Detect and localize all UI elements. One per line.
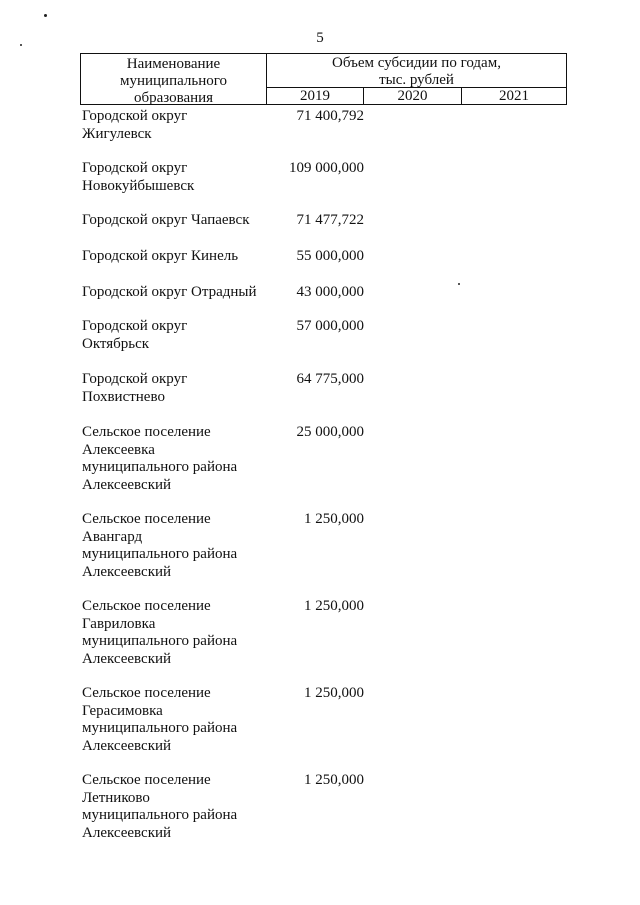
header-name-column: Наименование муниципального образования xyxy=(81,54,267,104)
scan-speck xyxy=(20,44,22,46)
subsidy-2019-value: 57 000,000 xyxy=(296,318,364,334)
municipality-name: Сельское поселение Гавриловка муниципального района Алексеевский xyxy=(82,598,238,667)
subsidy-2019-value: 25 000,000 xyxy=(296,424,364,440)
municipality-name: Городской округ Новокуйбышевск xyxy=(82,160,195,194)
subsidy-2019-value: 109 000,000 xyxy=(289,160,364,176)
scan-speck xyxy=(458,283,460,285)
municipality-name: Городской округ Отрадный xyxy=(82,284,257,300)
subsidy-2019-value: 1 250,000 xyxy=(304,685,364,701)
subsidy-2019-value: 1 250,000 xyxy=(304,511,364,527)
subsidy-2019-value: 55 000,000 xyxy=(296,248,364,264)
scan-speck xyxy=(44,14,47,17)
subsidy-2019-value: 43 000,000 xyxy=(296,284,364,300)
header-volume-column: Объем субсидии по годам, тыс. рублей xyxy=(267,54,566,88)
municipality-name: Городской округ Октябрьск xyxy=(82,318,188,352)
header-year-2021: 2021 xyxy=(499,88,529,104)
subsidy-2019-value: 1 250,000 xyxy=(304,598,364,614)
header-year-2019: 2019 xyxy=(267,88,364,104)
subsidy-2019-value: 71 400,792 xyxy=(296,108,364,124)
municipality-name: Городской округ Кинель xyxy=(82,248,239,264)
subsidy-2019-value: 71 477,722 xyxy=(296,212,364,228)
municipality-name: Сельское поселение Алексеевка муниципального района Алексеевский xyxy=(82,424,238,493)
subsidy-2019-value: 1 250,000 xyxy=(304,772,364,788)
subsidy-2019-value: 64 775,000 xyxy=(296,371,364,387)
page-number: 5 xyxy=(316,30,324,46)
header-year-2020: 2020 xyxy=(364,88,462,104)
municipality-name: Городской округ Похвистнево xyxy=(82,371,188,405)
table-header xyxy=(80,53,567,105)
municipality-name: Городской округ Чапаевск xyxy=(82,212,250,228)
municipality-name: Сельское поселение Герасимовка муниципального района Алексеевский xyxy=(82,685,238,754)
municipality-name: Сельское поселение Авангард муниципального района Алексеевский xyxy=(82,511,238,580)
municipality-name: Сельское поселение Летниково муниципального района Алексеевский xyxy=(82,772,238,841)
municipality-name: Городской округ Жигулевск xyxy=(82,108,188,142)
